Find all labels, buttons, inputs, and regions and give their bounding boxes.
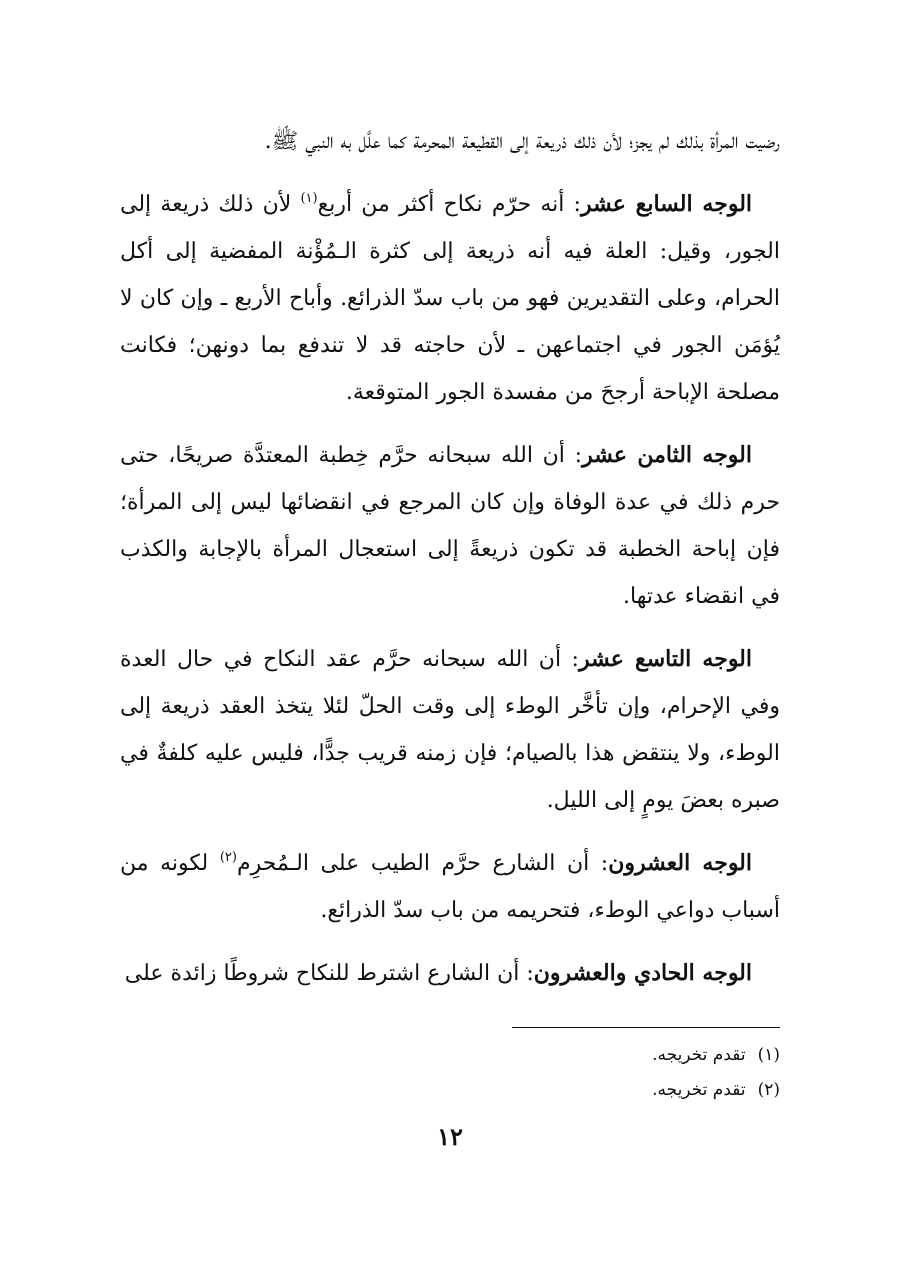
footnote-item bbox=[120, 1038, 780, 1073]
paragraph-text: رضيت المرأة بذلك لم يجز؛ لأن ذلك ذريعة إلى القطيعة المحرمة كما علَّل به النبي ﷺ. bbox=[264, 129, 780, 154]
paragraph-text: : أن الله سبحانه حرَّم خِطبة المعتدَّة صريحًا، حتى حرم ذلك في عدة الوفاة وإن كان المرجع في انقضائها ليس إلى المرأة؛ فإن إباحة الخطبة قد تكون ذريعةً إلى استعجال المرأة بالإجابة والكذب في انقضاء عدتها. bbox=[120, 443, 780, 609]
footnote-ref[interactable]: (٢) bbox=[219, 850, 237, 865]
footnote-item bbox=[120, 1073, 780, 1108]
page-body bbox=[120, 118, 780, 1013]
section-heading: الوجه السابع عشر bbox=[580, 191, 753, 217]
footnotes bbox=[120, 1038, 780, 1108]
footnote-divider bbox=[512, 1027, 780, 1028]
paragraph-section-18 bbox=[120, 432, 780, 620]
footnote-text: تقدم تخريجه. bbox=[652, 1045, 746, 1065]
paragraph-section-20 bbox=[120, 840, 780, 934]
section-heading: الوجه الثامن عشر bbox=[582, 442, 752, 468]
footnote-number: (٢) bbox=[757, 1080, 780, 1100]
page-number: ١٢ bbox=[437, 1122, 463, 1151]
footnote-text: تقدم تخريجه. bbox=[652, 1080, 746, 1100]
paragraph-text: : أن الشارع اشترط للنكاح شروطًا زائدة على bbox=[124, 961, 534, 986]
paragraph-text: : أن الله سبحانه حرَّم عقد النكاح في حال العدة وفي الإحرام، وإن تأخَّر الوطء إلى وقت الحلّ لئلا يتخذ العقد ذريعة إلى الوطء، ولا ينتقض هذا بالصيام؛ فإن زمنه قريب جدًّا، فليس عليه كلفةٌ في صبره بعضَ يومٍ إلى الليل. bbox=[120, 647, 780, 813]
section-heading: الوجه التاسع عشر bbox=[578, 646, 752, 672]
paragraph-text: لأن ذلك ذريعة إلى الجور، وقيل: العلة فيه أنه ذريعة إلى كثرة الـمُؤْنة المفضية إلى أكل الحرام، وعلى التقديرين فهو من باب سدّ الذرائع. وأباح الأربع ـ وإن كان لا يُؤمَن الجور في اجتماعهن ـ لأن حاجته قد لا تندفع بما دونهن؛ فكانت مصلحة الإباحة أرجحَ من مفسدة الجور المتوقعة. bbox=[120, 192, 780, 405]
paragraph-text: : أن الشارع حرَّم الطيب على الـمُحرِم bbox=[236, 851, 609, 876]
footnote-number: (١) bbox=[757, 1045, 780, 1065]
paragraph-continuation bbox=[120, 118, 780, 165]
paragraph-section-21 bbox=[120, 950, 780, 997]
footnote-ref[interactable]: (١) bbox=[300, 191, 318, 206]
paragraph-text: : أنه حرّم نكاح أكثر من أربع bbox=[317, 192, 581, 217]
section-heading: الوجه العشرون bbox=[608, 850, 752, 876]
paragraph-text: لكونه من أسباب دواعي الوطء، فتحريمه من باب سدّ الذرائع. bbox=[120, 851, 780, 923]
paragraph-section-19 bbox=[120, 636, 780, 824]
paragraph-section-17 bbox=[120, 181, 780, 416]
section-heading: الوجه الحادي والعشرون bbox=[533, 960, 752, 986]
